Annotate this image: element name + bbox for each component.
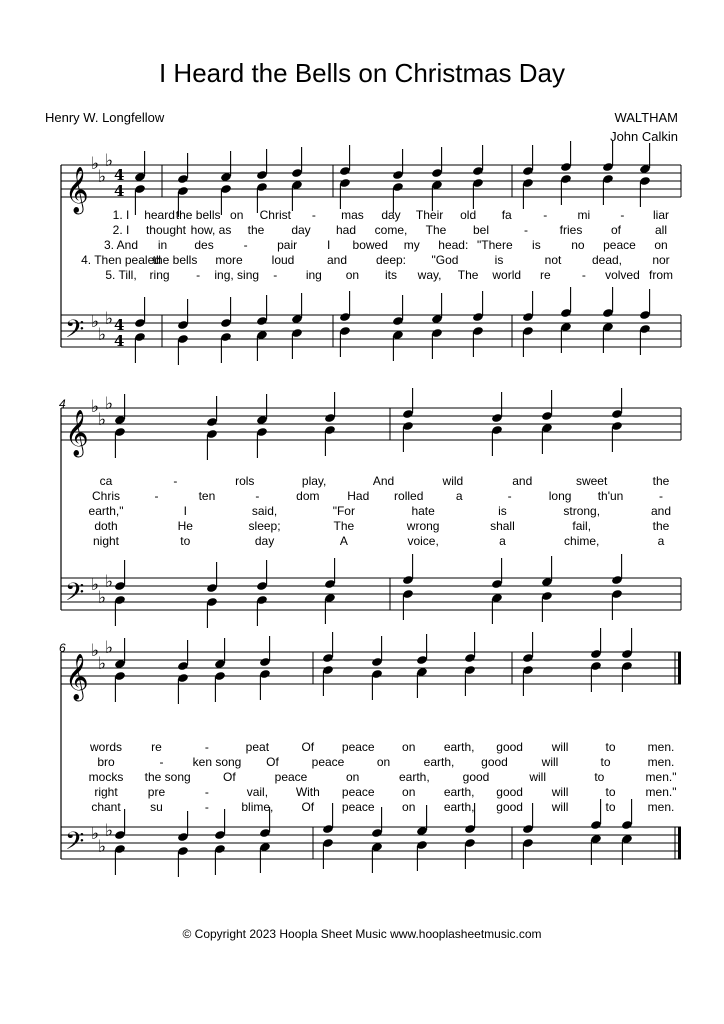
lyric-syllable: good <box>496 785 523 799</box>
lyric-syllable: A <box>339 534 348 548</box>
lyric-syllable: earth, <box>443 800 475 814</box>
lyric-syllable: on <box>402 800 416 814</box>
flat-sign: ♭ <box>98 410 107 430</box>
lyric-syllable: peace <box>341 785 375 799</box>
lyric-syllable: to <box>180 534 191 548</box>
lyric-syllable: earth, <box>398 770 430 784</box>
lyric-syllable: the <box>652 519 670 533</box>
lyric-syllable: men. <box>647 755 675 769</box>
flat-sign: ♭ <box>105 572 114 592</box>
lyric-syllable: - <box>581 268 586 282</box>
flat-sign: ♭ <box>105 638 114 658</box>
lyric-syllable: earth, <box>423 755 455 769</box>
flat-sign: ♭ <box>105 309 114 329</box>
flat-sign: ♭ <box>105 151 114 171</box>
flat-sign: ♭ <box>105 394 114 414</box>
treble-clef-icon: 𝄞 <box>65 410 89 456</box>
lyric-syllable: day <box>291 223 311 237</box>
lyric-syllable: mi <box>577 208 591 222</box>
lyric-syllable: ten <box>198 489 216 503</box>
bass-clef-icon: 𝄢 <box>65 578 85 613</box>
lyric-syllable: fail, <box>572 519 592 533</box>
lyric-syllable: blime, <box>241 800 274 814</box>
time-signature-bottom: 4 <box>114 332 125 350</box>
lyric-syllable: of <box>610 223 622 237</box>
lyric-syllable: will <box>541 755 559 769</box>
lyric-syllable: will <box>551 740 569 754</box>
bass-clef-icon: 𝄢 <box>65 827 85 862</box>
lyric-syllable: thought <box>145 223 187 237</box>
flat-sign: ♭ <box>98 837 107 857</box>
lyric-syllable: to <box>600 755 611 769</box>
lyric-syllable: pre <box>147 785 166 799</box>
lyric-syllable: on <box>376 755 391 769</box>
lyric-syllable: to <box>605 785 616 799</box>
lyric-syllable: is <box>494 253 504 267</box>
lyric-syllable: the song <box>144 770 191 784</box>
lyric-syllable: - <box>659 489 663 503</box>
lyric-syllable: "For <box>332 504 355 518</box>
lyric-syllable: strong, <box>563 504 601 518</box>
lyric-syllable: in <box>157 238 168 252</box>
lyric-syllable: good <box>462 770 490 784</box>
lyric-syllable: sweet <box>575 474 608 488</box>
flat-sign: ♭ <box>91 641 100 661</box>
lyric-syllable: from <box>649 268 673 282</box>
lyric-syllable: Of <box>301 740 315 754</box>
flat-sign: ♭ <box>91 312 100 332</box>
final-barline <box>678 652 681 684</box>
lyric-syllable: 4. Then pealed <box>81 253 161 267</box>
lyric-syllable: men." <box>645 785 677 799</box>
lyric-syllable: Their <box>415 208 444 222</box>
lyric-syllable: and <box>512 474 533 488</box>
lyric-syllable: heard <box>144 208 175 222</box>
lyric-syllable: nor <box>652 253 670 267</box>
lyric-syllable: 3. And <box>103 238 139 252</box>
lyric-syllable: su <box>150 800 163 814</box>
flat-sign: ♭ <box>91 397 100 417</box>
lyric-syllable: on <box>402 740 416 754</box>
lyric-syllable: voice, <box>407 534 439 548</box>
copyright-notice: © Copyright 2023 Hoopla Sheet Music www.hooplasheetmusic.com <box>182 927 542 941</box>
lyric-syllable: a <box>499 534 506 548</box>
lyric-syllable: des <box>194 238 214 252</box>
lyric-syllable: Chris <box>91 489 121 503</box>
time-signature-bottom: 4 <box>114 182 125 200</box>
lyric-syllable: my <box>403 238 420 252</box>
lyric-syllable: I <box>327 238 331 252</box>
flat-sign: ♭ <box>91 824 100 844</box>
lyric-syllable: all <box>654 223 668 237</box>
lyric-syllable: mas <box>341 208 364 222</box>
lyric-syllable: Of <box>266 755 279 769</box>
lyric-syllable: the bells <box>152 253 198 267</box>
lyric-syllable: rolled <box>394 489 424 503</box>
lyric-syllable: ring <box>149 268 170 282</box>
lyric-syllable: And <box>372 474 395 488</box>
flat-sign: ♭ <box>98 167 107 187</box>
lyric-syllable: - <box>524 223 528 237</box>
lyric-syllable: bel <box>472 223 490 237</box>
flat-sign: ♭ <box>91 154 100 174</box>
lyric-syllable: He <box>177 519 193 533</box>
lyric-syllable: - <box>154 489 159 503</box>
lyric-syllable: - <box>543 208 548 222</box>
lyric-syllable: will <box>529 770 546 784</box>
lyric-syllable: 2. I <box>112 223 130 237</box>
lyric-syllable: a <box>657 534 665 548</box>
lyric-syllable: "There <box>477 238 513 252</box>
lyric-syllable: on <box>345 770 360 784</box>
lyric-syllable: on <box>654 238 668 252</box>
lyric-syllable: men." <box>645 770 677 784</box>
lyric-syllable: way, <box>417 268 442 282</box>
lyric-syllable: no <box>571 238 585 252</box>
lyric-syllable: the <box>652 474 670 488</box>
lyric-syllable: Of <box>222 770 236 784</box>
lyric-syllable: - <box>273 268 278 282</box>
flat-sign: ♭ <box>105 821 114 841</box>
page-title: I Heard the Bells on Christmas Day <box>158 58 566 88</box>
lyric-syllable: "God <box>431 253 459 267</box>
lyric-syllable: - <box>507 489 512 503</box>
lyric-syllable: - <box>255 489 260 503</box>
lyric-syllable: world <box>492 268 522 282</box>
lyric-syllable: - <box>204 785 209 799</box>
treble-clef-icon: 𝄞 <box>65 167 89 213</box>
lyric-syllable: words <box>89 740 123 754</box>
treble-clef-icon: 𝄞 <box>65 654 89 700</box>
flat-sign: ♭ <box>91 575 100 595</box>
lyric-syllable: how, as <box>190 223 232 237</box>
lyric-syllable: on <box>345 268 360 282</box>
lyric-syllable: With <box>295 785 320 799</box>
time-signature-top: 4 <box>114 166 125 184</box>
flat-sign: ♭ <box>98 588 107 608</box>
lyric-syllable: loud <box>271 253 295 267</box>
lyric-syllable: - <box>196 268 201 282</box>
lyric-syllable: I <box>183 504 187 518</box>
measure-number-4: 4 <box>59 397 66 411</box>
lyric-syllable: fries <box>559 223 583 237</box>
lyric-syllable: - <box>204 740 209 754</box>
lyric-syllable: bro <box>97 755 115 769</box>
lyric-syllable: and <box>650 504 672 518</box>
lyric-syllable: re <box>539 268 551 282</box>
lyric-syllable: Christ <box>259 208 291 222</box>
lyric-syllable: old <box>460 208 477 222</box>
lyric-syllable: 1. I <box>112 208 130 222</box>
lyric-syllable: good <box>481 755 508 769</box>
lyric-syllable: pair <box>277 238 298 252</box>
lyric-syllable: mocks <box>88 770 124 784</box>
lyric-syllable: deep: <box>375 253 407 267</box>
lyric-syllable: right <box>94 785 118 799</box>
measure-number-6: 6 <box>59 641 66 655</box>
lyric-syllable: men. <box>647 740 675 754</box>
lyric-syllable: to <box>605 740 616 754</box>
lyric-syllable: shall <box>490 519 515 533</box>
lyric-syllable: volved <box>605 268 640 282</box>
composer-credit: John Calkin <box>610 129 678 144</box>
lyric-syllable: its <box>385 268 397 282</box>
lyric-syllable: wild <box>442 474 464 488</box>
lyric-syllable: more <box>215 253 243 267</box>
lyric-syllable: to <box>605 800 616 814</box>
lyric-syllable: wrong <box>406 519 440 533</box>
tune-name: WALTHAM <box>614 110 678 125</box>
lyric-syllable: - <box>159 755 164 769</box>
lyric-syllable: The <box>425 223 447 237</box>
lyric-syllable: is <box>498 504 507 518</box>
lyric-syllable: earth, <box>443 740 475 754</box>
lyric-syllable: had <box>335 223 357 237</box>
lyric-syllable: peace <box>603 238 636 252</box>
lyric-syllable: ken song <box>192 755 242 769</box>
lyric-syllable: play, <box>301 474 327 488</box>
lyric-syllable: day <box>381 208 401 222</box>
lyric-syllable: day <box>254 534 275 548</box>
lyricist-credit: Henry W. Longfellow <box>45 110 165 125</box>
lyric-syllable: men. <box>647 800 675 814</box>
lyric-syllable: peace <box>274 770 308 784</box>
lyric-syllable: chime, <box>564 534 600 548</box>
lyric-syllable: vail, <box>246 785 269 799</box>
lyric-syllable: rols <box>235 474 255 488</box>
lyric-syllable: on <box>402 785 416 799</box>
final-barline <box>678 827 681 859</box>
lyric-syllable: The <box>333 519 355 533</box>
bass-clef-icon: 𝄢 <box>65 315 85 350</box>
lyric-syllable: ca <box>99 474 113 488</box>
lyric-syllable: ing, sing <box>214 268 260 282</box>
time-signature-top: 4 <box>114 316 125 334</box>
lyric-syllable: earth," <box>88 504 124 518</box>
lyric-syllable: th'un <box>597 489 624 503</box>
lyric-syllable: long <box>548 489 572 503</box>
lyric-syllable: will <box>551 785 569 799</box>
lyric-syllable: peace <box>341 740 375 754</box>
lyric-syllable: - <box>243 238 248 252</box>
lyric-syllable: said, <box>251 504 278 518</box>
lyric-syllable: The <box>457 268 479 282</box>
lyric-syllable: a <box>455 489 463 503</box>
lyric-syllable: dom <box>296 489 320 503</box>
lyric-syllable: Of <box>301 800 315 814</box>
lyric-syllable: peace <box>341 800 375 814</box>
flat-sign: ♭ <box>98 325 107 345</box>
lyric-syllable: come, <box>374 223 408 237</box>
lyric-syllable: sleep; <box>248 519 281 533</box>
lyric-syllable: earth, <box>443 785 475 799</box>
lyric-syllable: is <box>532 238 541 252</box>
lyric-syllable: - <box>173 474 178 488</box>
lyric-syllable: good <box>496 740 523 754</box>
lyric-syllable: the <box>247 223 265 237</box>
lyric-syllable: head: <box>438 238 469 252</box>
lyric-syllable: fa <box>501 208 512 222</box>
lyric-syllable: on <box>230 208 244 222</box>
lyric-syllable: to <box>594 770 605 784</box>
lyric-syllable: - <box>620 208 625 222</box>
lyric-syllable: will <box>551 800 569 814</box>
lyric-syllable: the bells <box>175 208 221 222</box>
lyric-syllable: dead, <box>591 253 623 267</box>
lyric-syllable: good <box>496 800 523 814</box>
lyric-syllable: not <box>544 253 562 267</box>
lyric-syllable: liar <box>652 208 670 222</box>
lyric-syllable: 5. Till, <box>105 268 137 282</box>
lyric-syllable: hate <box>411 504 435 518</box>
lyric-syllable: peat <box>245 740 270 754</box>
lyric-syllable: re <box>151 740 162 754</box>
lyric-syllable: bowed <box>352 238 388 252</box>
lyric-syllable: ing <box>305 268 322 282</box>
flat-sign: ♭ <box>98 654 107 674</box>
lyric-syllable: chant <box>91 800 121 814</box>
lyric-syllable: and <box>326 253 348 267</box>
lyric-syllable: doth <box>94 519 118 533</box>
lyric-syllable: Had <box>347 489 370 503</box>
lyric-syllable: - <box>204 800 209 814</box>
lyric-syllable: peace <box>311 755 345 769</box>
lyric-syllable: - <box>311 208 316 222</box>
lyric-syllable: night <box>92 534 120 548</box>
